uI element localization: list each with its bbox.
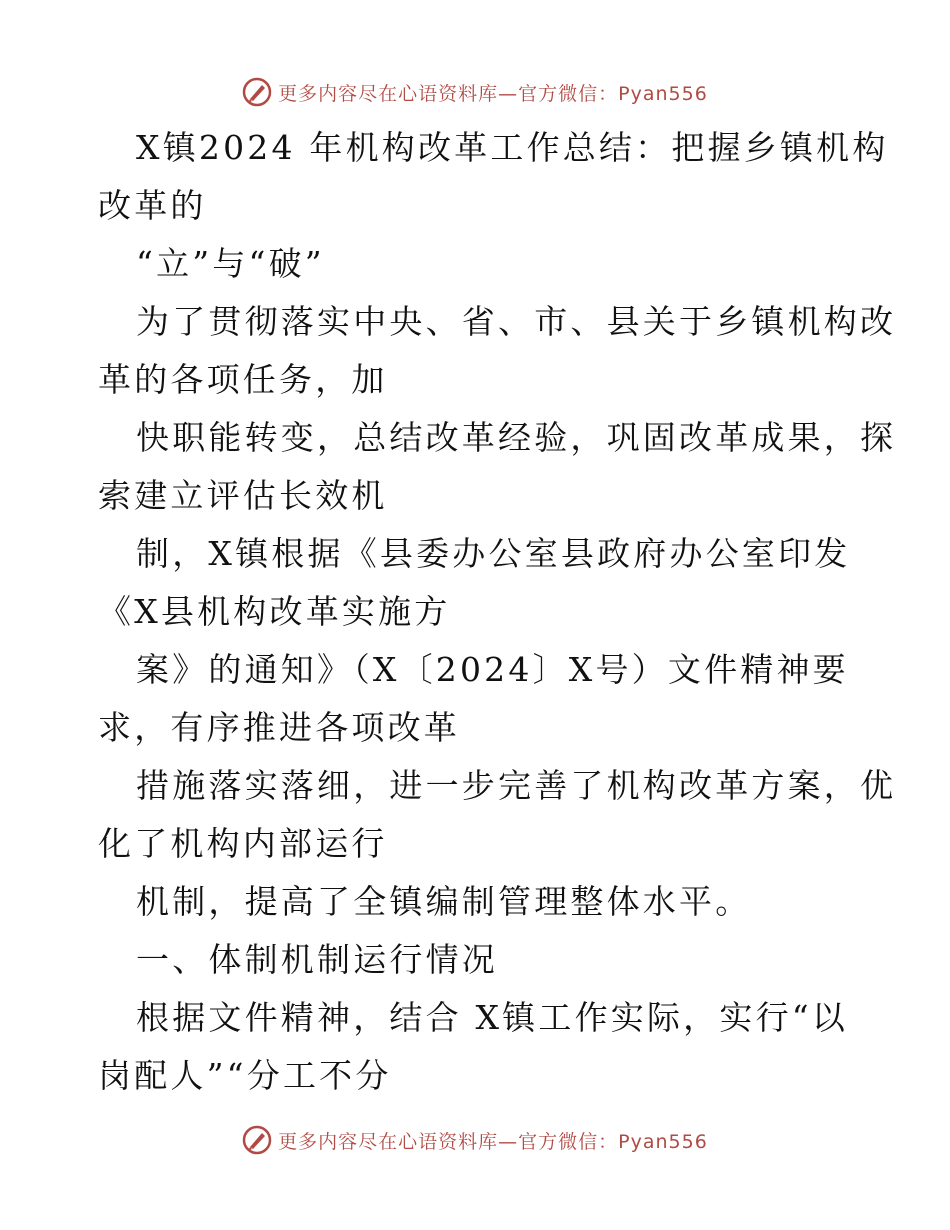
- watermark-banner-bottom: [0, 1120, 950, 1160]
- watermark-text: 更多内容尽在心语资料库—官方微信：Pyan556: [278, 82, 708, 105]
- body-line: 快职能转变，总结改革经验，巩固改革成果，探: [136, 418, 897, 457]
- watermark-text: 更多内容尽在心语资料库—官方微信：Pyan556: [278, 1130, 708, 1153]
- body-line: 案》的通知》（X〔2024〕X号）文件精神要: [136, 650, 849, 689]
- body-line: 化了机构内部运行: [98, 824, 388, 863]
- body-line: 为了贯彻落实中央、省、市、县关于乡镇机构改: [136, 302, 897, 341]
- body-line: 革的各项任务，加: [98, 360, 388, 399]
- document-title: X镇2024 年机构改革工作总结：把握乡镇机构: [136, 128, 889, 167]
- body-line: 《X县机构改革实施方: [98, 592, 451, 631]
- document-title-continued: 改革的: [98, 186, 207, 225]
- quill-pen-icon: [242, 1125, 272, 1155]
- body-line: 索建立评估长效机: [98, 476, 388, 515]
- quill-pen-icon: [242, 77, 272, 107]
- body-line: 机制，提高了全镇编制管理整体水平。: [136, 882, 752, 921]
- watermark-banner-top: [0, 72, 950, 112]
- body-line: 岗配人”“分工不分: [98, 1056, 392, 1095]
- section-heading: 一、体制机制运行情况: [136, 940, 498, 979]
- body-line: 求，有序推进各项改革: [98, 708, 460, 747]
- body-line: 制，X镇根据《县委办公室县政府办公室印发: [136, 534, 851, 573]
- document-subtitle: “立”与“破”: [136, 244, 325, 283]
- body-line: 措施落实落细，进一步完善了机构改革方案，优: [136, 766, 897, 805]
- body-line: 根据文件精神，结合 X镇工作实际，实行“以: [136, 998, 849, 1037]
